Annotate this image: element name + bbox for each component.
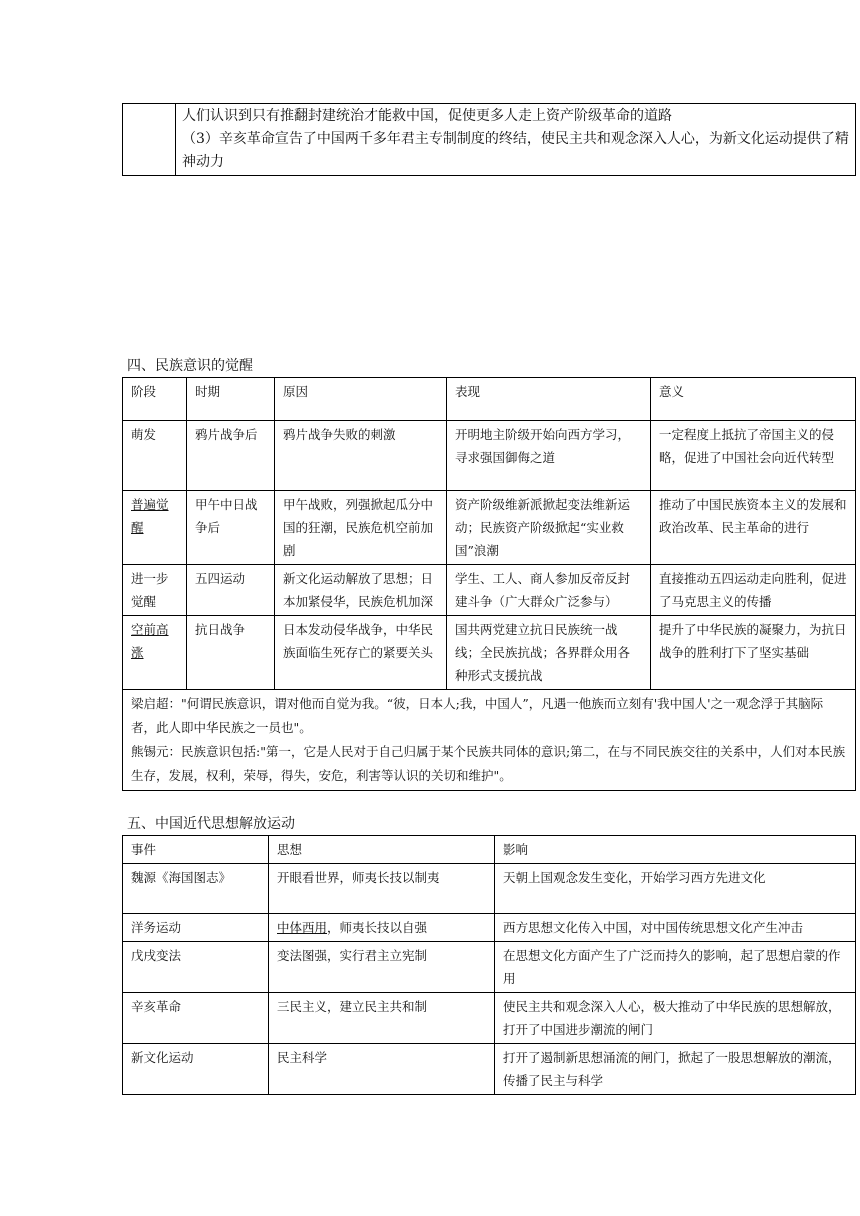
table-row [123,993,856,1044]
stage-text: 普遍觉醒 [131,497,169,535]
stage-cell: 进一步觉醒 [123,565,187,616]
event-cell: 魏源《海国图志》 [123,864,269,914]
thought-cell: 民主科学 [269,1044,495,1095]
impact-cell: 在思想文化方面产生了广泛而持久的影响，起了思想启蒙的作用 [495,942,856,993]
thought-cell: 开眼看世界，师夷长技以制夷 [269,864,495,914]
table-row [123,616,856,690]
impact-cell: 打开了遏制新思想涌流的闸门，掀起了一股思想解放的潮流，传播了民主与科学 [495,1044,856,1095]
table-row [123,104,856,176]
table-cell [176,104,856,176]
meaning-cell: 直接推动五四运动走向胜利，促进了马克思主义的传播 [651,565,856,616]
section-title: 五、中国近代思想解放运动 [127,816,295,832]
table-row [123,491,856,565]
header-cell: 影响 [495,836,856,864]
stage-cell [123,616,187,690]
stage-cell [123,491,187,565]
impact-cell: 使民主共和观念深入人心，极大推动了中华民族的思想解放，打开了中国进步潮流的闸门 [495,993,856,1044]
note-row [123,690,856,791]
show-cell: 资产阶级维新派掀起变法维新运动；民族资产阶级掀起“实业救国”浪潮 [447,491,651,565]
thought-cell [269,914,495,942]
impact-cell: 天朝上国观念发生变化，开始学习西方先进文化 [495,864,856,914]
cause-cell: 鸦片战争失败的刺激 [275,421,447,491]
event-cell: 洋务运动 [123,914,269,942]
period-cell: 鸦片战争后 [187,421,275,491]
table-row [123,1044,856,1095]
cause-cell: 日本发动侵华战争，中华民族面临生死存亡的紧要关头 [275,616,447,690]
text-line: （3）辛亥革命宣告了中国两千多年君主专制制度的终结，使民主共和观念深入人心，为新文化运动提供了精神动力 [182,131,849,170]
event-cell: 辛亥革命 [123,993,269,1044]
stage-text: 空前高涨 [131,622,169,660]
header-cell: 意义 [651,378,856,421]
table-row [123,914,856,942]
show-cell: 开明地主阶级开始向西方学习，寻求强国御侮之道 [447,421,651,491]
table-header-row [123,836,856,864]
table-row [123,565,856,616]
header-cell: 阶段 [123,378,187,421]
header-cell: 思想 [269,836,495,864]
show-cell: 国共两党建立抗日民族统一战线；全民族抗战；各界群众用各种形式支援抗战 [447,616,651,690]
quote-liang-qichao: 梁启超："何谓民族意识，谓对他而自觉为我。“彼，日本人;我，中国人”，凡遇一他族而立刻有'我中国人'之一观念浮于其脑际者，此人即中华民族之一员也"。 [131,696,824,735]
stage-cell: 萌发 [123,421,187,491]
thought-underlined: 中体西用 [277,920,328,935]
impact-cell: 西方思想文化传入中国，对中国传统思想文化产生冲击 [495,914,856,942]
thought-liberation-table [122,835,856,1095]
period-cell: 抗日战争 [187,616,275,690]
event-cell: 戊戌变法 [123,942,269,993]
quote-xiong-xiyuan: 熊锡元：民族意识包括:"第一，它是人民对于自己归属于某个民族共同体的意识;第二，在与不同民族交往的关系中，人们对本民族生存，发展，权利，荣辱，得失，安危，利害等认识的关切和维护"。 [131,744,846,783]
header-cell: 事件 [123,836,269,864]
thought-rest: ，师夷长技以自强 [327,920,428,935]
cause-cell: 新文化运动解放了思想；日本加紧侵华，民族危机加深 [275,565,447,616]
table-row [123,942,856,993]
empty-cell [123,104,176,176]
meaning-cell: 提升了中华民族的凝聚力，为抗日战争的胜利打下了坚实基础 [651,616,856,690]
table-row [123,421,856,491]
meaning-cell: 推动了中国民族资本主义的发展和政治改革、民主革命的进行 [651,491,856,565]
table-header-row [123,378,856,421]
header-cell: 原因 [275,378,447,421]
header-cell: 时期 [187,378,275,421]
period-cell: 五四运动 [187,565,275,616]
thought-cell: 三民主义，建立民主共和制 [269,993,495,1044]
event-cell: 新文化运动 [123,1044,269,1095]
note-cell [123,690,856,791]
cause-cell: 甲午战败，列强掀起瓜分中国的狂潮，民族危机空前加剧 [275,491,447,565]
national-awareness-table [122,377,856,791]
header-cell: 表现 [447,378,651,421]
meaning-cell: 一定程度上抵抗了帝国主义的侵略，促进了中国社会向近代转型 [651,421,856,491]
section-title: 四、民族意识的觉醒 [127,358,253,374]
table-row [123,864,856,914]
thought-cell: 变法图强，实行君主立宪制 [269,942,495,993]
continuation-table [122,103,856,176]
text-line: 人们认识到只有推翻封建统治才能救中国，促使更多人走上资产阶级革命的道路 [182,108,672,124]
show-cell: 学生、工人、商人参加反帝反封建斗争（广大群众广泛参与） [447,565,651,616]
period-cell: 甲午中日战争后 [187,491,275,565]
